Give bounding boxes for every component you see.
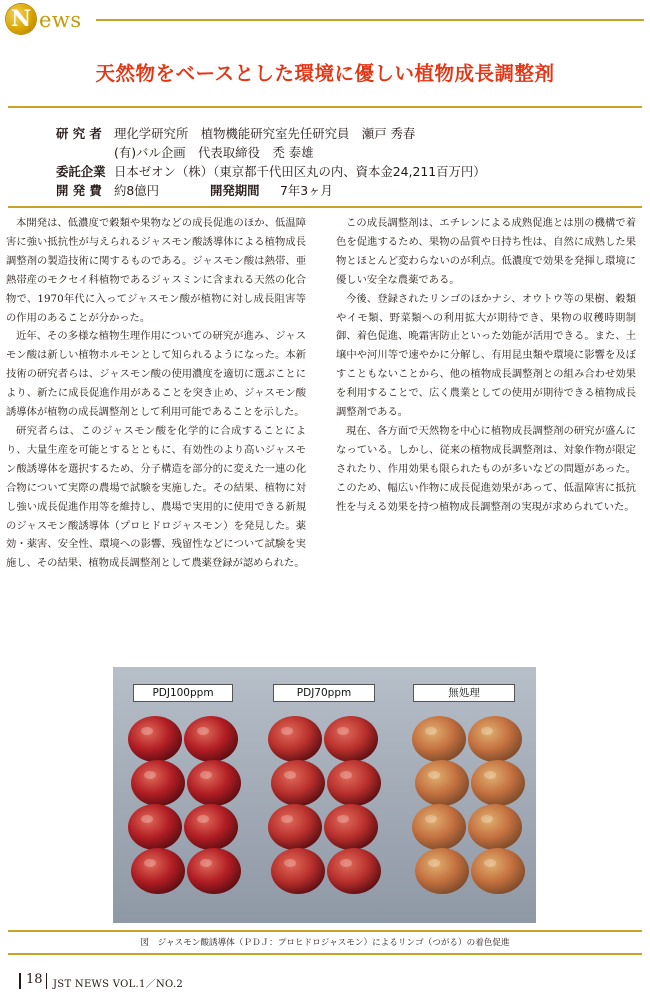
apple-pdj70 bbox=[327, 848, 381, 894]
divider-caption-bottom bbox=[8, 953, 642, 955]
apple-pdj100 bbox=[131, 848, 185, 894]
apple-pdj100 bbox=[187, 848, 241, 894]
apple-highlight bbox=[284, 771, 296, 779]
label-untreated: 無処理 bbox=[413, 684, 515, 702]
apple-highlight bbox=[340, 859, 352, 867]
apple-pdj100 bbox=[128, 716, 182, 762]
apple-highlight bbox=[281, 727, 293, 735]
paragraph: 現在、各方面で天然物を中心に植物成長調整剤の研究が盛んになっている。しかし、従来の植物成長調整剤は、対象作物が限定されたり、作用効果も限られたものが多いなどの問題があった。このため、幅広い作物に成長促進効果があって、低温障害に抵抗性を与える効果を持つ植物成長調整剤の実現が求められていた。 bbox=[336, 424, 636, 513]
divider-info bbox=[8, 206, 642, 208]
apple-highlight bbox=[428, 859, 440, 867]
apple-highlight bbox=[428, 771, 440, 779]
divider-caption-top bbox=[8, 930, 642, 932]
researcher-2: (有)バル企画 代表取締役 禿 泰雄 bbox=[114, 145, 314, 160]
paragraph: 近年、その多様な植物生理作用についての研究が進み、ジャスモン酸は新しい植物ホルモンとして知られるようになった。本新技術の研究者らは、ジャスモン酸の使用濃度を適切に選ぶことにより、新たに成長促進作用があることを突き止め、ジャスモン酸誘導体が植物の成長調整剤として利用可能であることを示した。 bbox=[6, 330, 306, 419]
apple-untreated bbox=[415, 760, 469, 806]
apple-pdj70 bbox=[327, 760, 381, 806]
apple-highlight bbox=[197, 815, 209, 823]
apple-untreated bbox=[471, 760, 525, 806]
figure-caption: 図 ジャスモン酸誘導体（ＰＤＪ：プロヒドロジャスモン）によるリンゴ（つがる）の着色促進 bbox=[140, 938, 510, 948]
footer-bar bbox=[19, 973, 21, 989]
apple-highlight bbox=[425, 815, 437, 823]
apple-highlight bbox=[484, 771, 496, 779]
apple-highlight bbox=[337, 815, 349, 823]
apple-highlight bbox=[281, 815, 293, 823]
apple-highlight bbox=[337, 727, 349, 735]
apple-highlight bbox=[144, 771, 156, 779]
apple-pdj100 bbox=[187, 760, 241, 806]
apple-pdj100 bbox=[128, 804, 182, 850]
apple-pdj70 bbox=[268, 804, 322, 850]
news-logo-letter: N bbox=[10, 6, 32, 32]
left-column bbox=[6, 214, 306, 573]
company-row bbox=[56, 162, 486, 182]
apple-untreated bbox=[415, 848, 469, 894]
apple-untreated bbox=[471, 848, 525, 894]
period-label: 開発期間 bbox=[210, 183, 260, 198]
label-pdj100: PDJ100ppm bbox=[133, 684, 233, 702]
apple-highlight bbox=[200, 771, 212, 779]
apple-highlight bbox=[284, 859, 296, 867]
label-pdj70: PDJ70ppm bbox=[273, 684, 375, 702]
paragraph: 研究者らは、このジャスモン酸を化学的に合成することにより、大量生産を可能とするとともに、有効性のより高いジャスモン酸誘導体を選択するため、分子構造を部分的に変えた一連の化合物について実際の農場で試験を実施した。その結果、植物に対し強い成長促進作用等を維持し、農場で実用的に使用できる新規のジャスモン酸誘導体（プロヒドロジャスモン）を発見した。薬効・薬害、安全性、環境への影響、残留性などについて試験を実施し、その結果、植物成長調整剤として農薬登録が認められた。 bbox=[6, 424, 306, 570]
researcher-row-2 bbox=[114, 143, 313, 163]
apple-untreated bbox=[412, 804, 466, 850]
article-title: 天然物をベースとした環境に優しい植物成長調整剤 bbox=[95, 62, 555, 85]
apple-pdj70 bbox=[324, 716, 378, 762]
apple-highlight bbox=[141, 727, 153, 735]
apple-photo bbox=[113, 667, 536, 923]
apple-highlight bbox=[144, 859, 156, 867]
apple-pdj100 bbox=[184, 804, 238, 850]
apple-pdj100 bbox=[184, 716, 238, 762]
divider-top bbox=[8, 106, 642, 108]
apple-highlight bbox=[141, 815, 153, 823]
footer-separator bbox=[46, 973, 47, 989]
researcher-1: 理化学研究所 植物機能研究室先任研究員 瀬戸 秀春 bbox=[114, 126, 416, 141]
cost-value: 約8億円 bbox=[114, 183, 160, 198]
apple-highlight bbox=[481, 815, 493, 823]
apple-photo-drawing bbox=[113, 667, 536, 923]
company-value: 日本ゼオン（株）（東京都千代田区丸の内、資本金24,211百万円） bbox=[114, 164, 486, 179]
cost-label: 開 発 費 bbox=[56, 183, 102, 198]
researcher-label: 研 究 者 bbox=[56, 126, 102, 141]
apple-pdj70 bbox=[271, 848, 325, 894]
header-rule bbox=[96, 19, 644, 21]
right-column bbox=[336, 214, 636, 517]
apple-untreated bbox=[468, 804, 522, 850]
researcher-row bbox=[56, 124, 415, 144]
paragraph: 本開発は、低濃度で穀類や果物などの成長促進のほか、低温障害に強い抵抗性が与えられるジャスモン酸誘導体による植物成長調整剤の製造技術に関するものである。ジャスモン酸は熱帯、亜熱帯産のモクセイ科植物であるジャスミンに含まれる天然の化合物で、1970年代に入ってジャスモン酸が植物に対し成長阻害等の作用のあることが分かった。 bbox=[6, 217, 306, 324]
apple-highlight bbox=[481, 727, 493, 735]
paragraph: 今後、登録されたリンゴのほかナシ、オウトウ等の果樹、穀類やイモ類、野菜類への利用拡大が期待でき、果物の収穫時期制御、着色促進、晩霜害防止といった効能が活用できる。また、土壌中や河川等で速やかに分解し、有用昆虫類や環境に影響を及ぼすこともないことから、他の植物成長調整剤との組み合わせ効果を利用することで、広く農業としての使用が期待できる植物成長調整剤である。 bbox=[336, 292, 636, 419]
paragraph: この成長調整剤は、エチレンによる成熟促進とは別の機構で着色を促進するため、果物の品質や日持ち性は、自然に成熟した果物とほとんど変わらないのが利点。低濃度で効果を発揮し環境に優しい安全な農薬である。 bbox=[336, 217, 636, 286]
apple-highlight bbox=[340, 771, 352, 779]
apple-untreated bbox=[468, 716, 522, 762]
apple-pdj70 bbox=[324, 804, 378, 850]
apple-pdj70 bbox=[268, 716, 322, 762]
apple-untreated bbox=[412, 716, 466, 762]
company-label: 委託企業 bbox=[56, 164, 106, 179]
apple-highlight bbox=[484, 859, 496, 867]
period-value: 7年3ヶ月 bbox=[280, 183, 333, 198]
apple-highlight bbox=[200, 859, 212, 867]
apple-highlight bbox=[197, 727, 209, 735]
cost-row bbox=[56, 181, 333, 201]
page-number: 18 bbox=[26, 972, 43, 987]
publication-name: JST NEWS VOL.1／NO.2 bbox=[53, 979, 184, 990]
news-logo-text: ews bbox=[39, 8, 82, 32]
apple-highlight bbox=[425, 727, 437, 735]
apple-pdj70 bbox=[271, 760, 325, 806]
apple-pdj100 bbox=[131, 760, 185, 806]
